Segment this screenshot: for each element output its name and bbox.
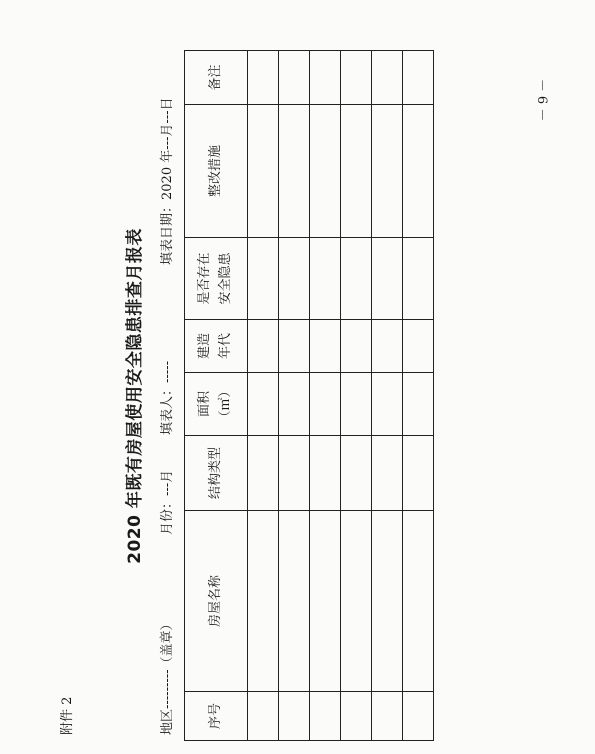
table-cell xyxy=(403,692,434,741)
table-cell xyxy=(279,105,310,238)
date-field: 填表日期：2020 年---月---日 xyxy=(160,97,175,265)
table-cell xyxy=(341,373,372,436)
table-cell xyxy=(403,51,434,105)
header-text-unit: （㎡） xyxy=(218,384,233,424)
table-cell xyxy=(341,692,372,741)
table-cell xyxy=(341,105,372,238)
table-cell xyxy=(248,238,279,320)
table-cell xyxy=(403,373,434,436)
table-cell xyxy=(279,373,310,436)
table-cell xyxy=(372,436,403,511)
header-text-2: 年代 xyxy=(218,333,233,360)
table-cell xyxy=(279,511,310,692)
report-title: 2020 年既有房屋使用安全隐患排查月报表 xyxy=(125,228,145,564)
table-cell xyxy=(403,238,434,320)
table-cell xyxy=(248,51,279,105)
table-cell xyxy=(248,692,279,741)
table-row xyxy=(279,51,310,741)
header-text: 序号 xyxy=(207,703,223,730)
table-cell xyxy=(341,238,372,320)
sheet-content xyxy=(48,51,498,741)
report-table xyxy=(184,50,434,741)
header-cell xyxy=(185,373,248,436)
header-text: 房屋名称 xyxy=(207,575,223,628)
table-cell xyxy=(403,320,434,373)
table-cell xyxy=(310,105,341,238)
table-cell xyxy=(372,511,403,692)
header-text-2: 安全隐患 xyxy=(218,252,233,305)
table-cell xyxy=(372,238,403,320)
header-cell xyxy=(185,692,248,741)
table-cell xyxy=(279,238,310,320)
table-cell xyxy=(310,511,341,692)
table-cell xyxy=(372,320,403,373)
header-text: 结构类型 xyxy=(207,447,223,500)
table-row xyxy=(310,51,341,741)
header-cell xyxy=(185,105,248,238)
header-cell xyxy=(185,320,248,373)
header-cell xyxy=(185,51,248,105)
header-text: 面积 xyxy=(197,391,213,418)
table-cell xyxy=(248,373,279,436)
header-text: 建造 xyxy=(197,333,213,360)
report-meta xyxy=(156,51,178,735)
table-cell xyxy=(341,511,372,692)
table-cell xyxy=(403,436,434,511)
table-cell xyxy=(279,436,310,511)
table-cell xyxy=(279,51,310,105)
header-text: 整改措施 xyxy=(207,145,223,198)
table-cell xyxy=(310,238,341,320)
month-field: 月份：---月 xyxy=(160,469,175,535)
table-cell xyxy=(279,320,310,373)
table-cell xyxy=(372,105,403,238)
header-row xyxy=(185,51,248,741)
table-body xyxy=(248,51,434,741)
table-cell xyxy=(248,436,279,511)
header-text: 是否存在 xyxy=(197,252,213,305)
filler-field: 填表人：----- xyxy=(160,361,175,435)
header-cell xyxy=(185,511,248,692)
attachment-label: 附件 2 xyxy=(60,696,75,735)
table-cell xyxy=(310,51,341,105)
table-row xyxy=(248,51,279,741)
table-cell xyxy=(403,511,434,692)
header-text: 备注 xyxy=(207,64,223,91)
table-cell xyxy=(310,692,341,741)
table-cell xyxy=(341,436,372,511)
table-cell xyxy=(341,51,372,105)
page-number-text: － 9 － xyxy=(536,78,552,122)
table-cell xyxy=(310,436,341,511)
table-cell xyxy=(372,373,403,436)
table-row xyxy=(341,51,372,741)
table-cell xyxy=(248,511,279,692)
header-cell xyxy=(185,238,248,320)
table-row xyxy=(403,51,434,741)
header-cell xyxy=(185,436,248,511)
table-cell xyxy=(248,320,279,373)
district-field: 地区---------（盖章） xyxy=(160,617,175,735)
table-cell xyxy=(372,692,403,741)
table-cell xyxy=(372,51,403,105)
table-cell xyxy=(279,692,310,741)
rotated-sheet xyxy=(48,51,595,735)
table-row xyxy=(372,51,403,741)
table-cell xyxy=(403,105,434,238)
table-cell xyxy=(310,320,341,373)
table-cell xyxy=(310,373,341,436)
table-cell xyxy=(248,105,279,238)
table-cell xyxy=(341,320,372,373)
